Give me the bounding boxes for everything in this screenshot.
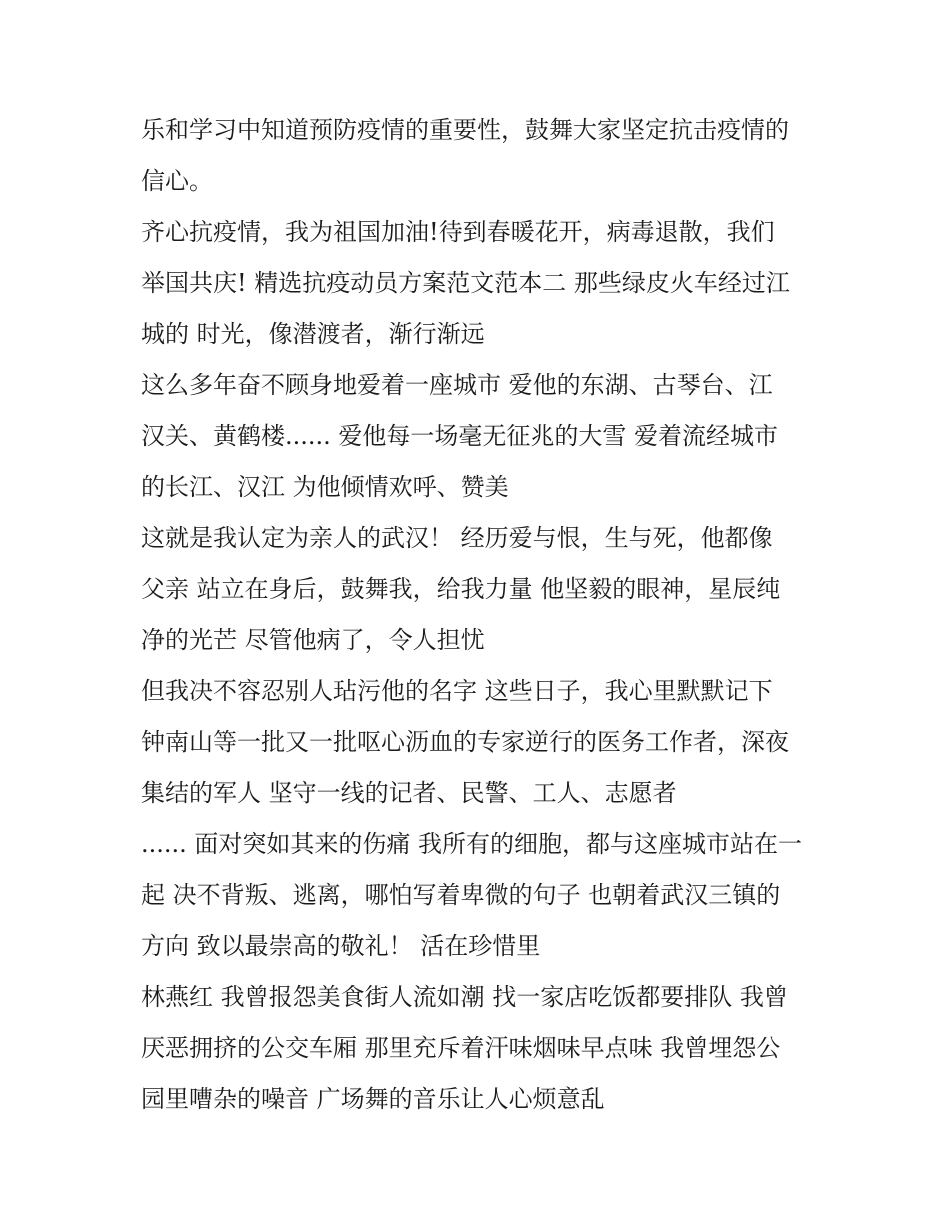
text-line: 齐心抗疫情，我为祖国加油!待到春暖花开，病毒退散，我们 — [141, 218, 775, 246]
text-line: 集结的军人 坚守一线的记者、民警、工人、志愿者 — [141, 779, 677, 807]
text-line: 起 决不背叛、逃离，哪怕写着卑微的句子 也朝着武汉三镇的 — [141, 881, 781, 909]
text-line: 钟南山等一批又一批呕心沥血的专家逆行的医务工作者，深夜 — [141, 728, 789, 756]
text-line: 但我决不容忍别人玷污他的名字 这些日子，我心里默默记下 — [141, 677, 773, 705]
text-line: 父亲 站立在身后，鼓舞我，给我力量 他坚毅的眼神，星辰纯 — [141, 575, 781, 603]
text-line: 林燕红 我曾报怨美食街人流如潮 找一家店吃饭都要排队 我曾 — [141, 983, 788, 1011]
text-line: 城的 时光，像潜渡者，渐行渐远 — [141, 320, 485, 348]
text-line: 信心。 — [141, 167, 213, 195]
text-line: 厌恶拥挤的公交车厢 那里充斥着汗味烟味早点味 我曾埋怨公 — [141, 1034, 781, 1062]
text-line: 净的光芒 尽管他病了，令人担忧 — [141, 626, 485, 654]
text-line: 的长江、汉江 为他倾情欢呼、赞美 — [141, 473, 509, 501]
document-body-text — [141, 105, 821, 1125]
text-line: 这么多年奋不顾身地爱着一座城市 爱他的东湖、古琴台、江 — [141, 371, 773, 399]
text-line: 这就是我认定为亲人的武汉！ 经历爱与恨，生与死，他都像 — [141, 524, 773, 552]
text-line: 汉关、黄鹤楼...... 爱他每一场毫无征兆的大雪 爱着流经城市 — [141, 422, 779, 450]
text-line: 方向 致以最崇高的敬礼！ 活在珍惜里 — [141, 932, 541, 960]
text-line: 举国共庆! 精选抗疫动员方案范文范本二 那些绿皮火车经过江 — [141, 269, 790, 297]
text-line: ...... 面对突如其来的伤痛 我所有的细胞，都与这座城市站在一 — [141, 830, 803, 858]
text-line: 园里嘈杂的噪音 广场舞的音乐让人心烦意乱 — [141, 1085, 605, 1113]
text-line: 乐和学习中知道预防疫情的重要性，鼓舞大家坚定抗击疫情的 — [141, 116, 789, 144]
